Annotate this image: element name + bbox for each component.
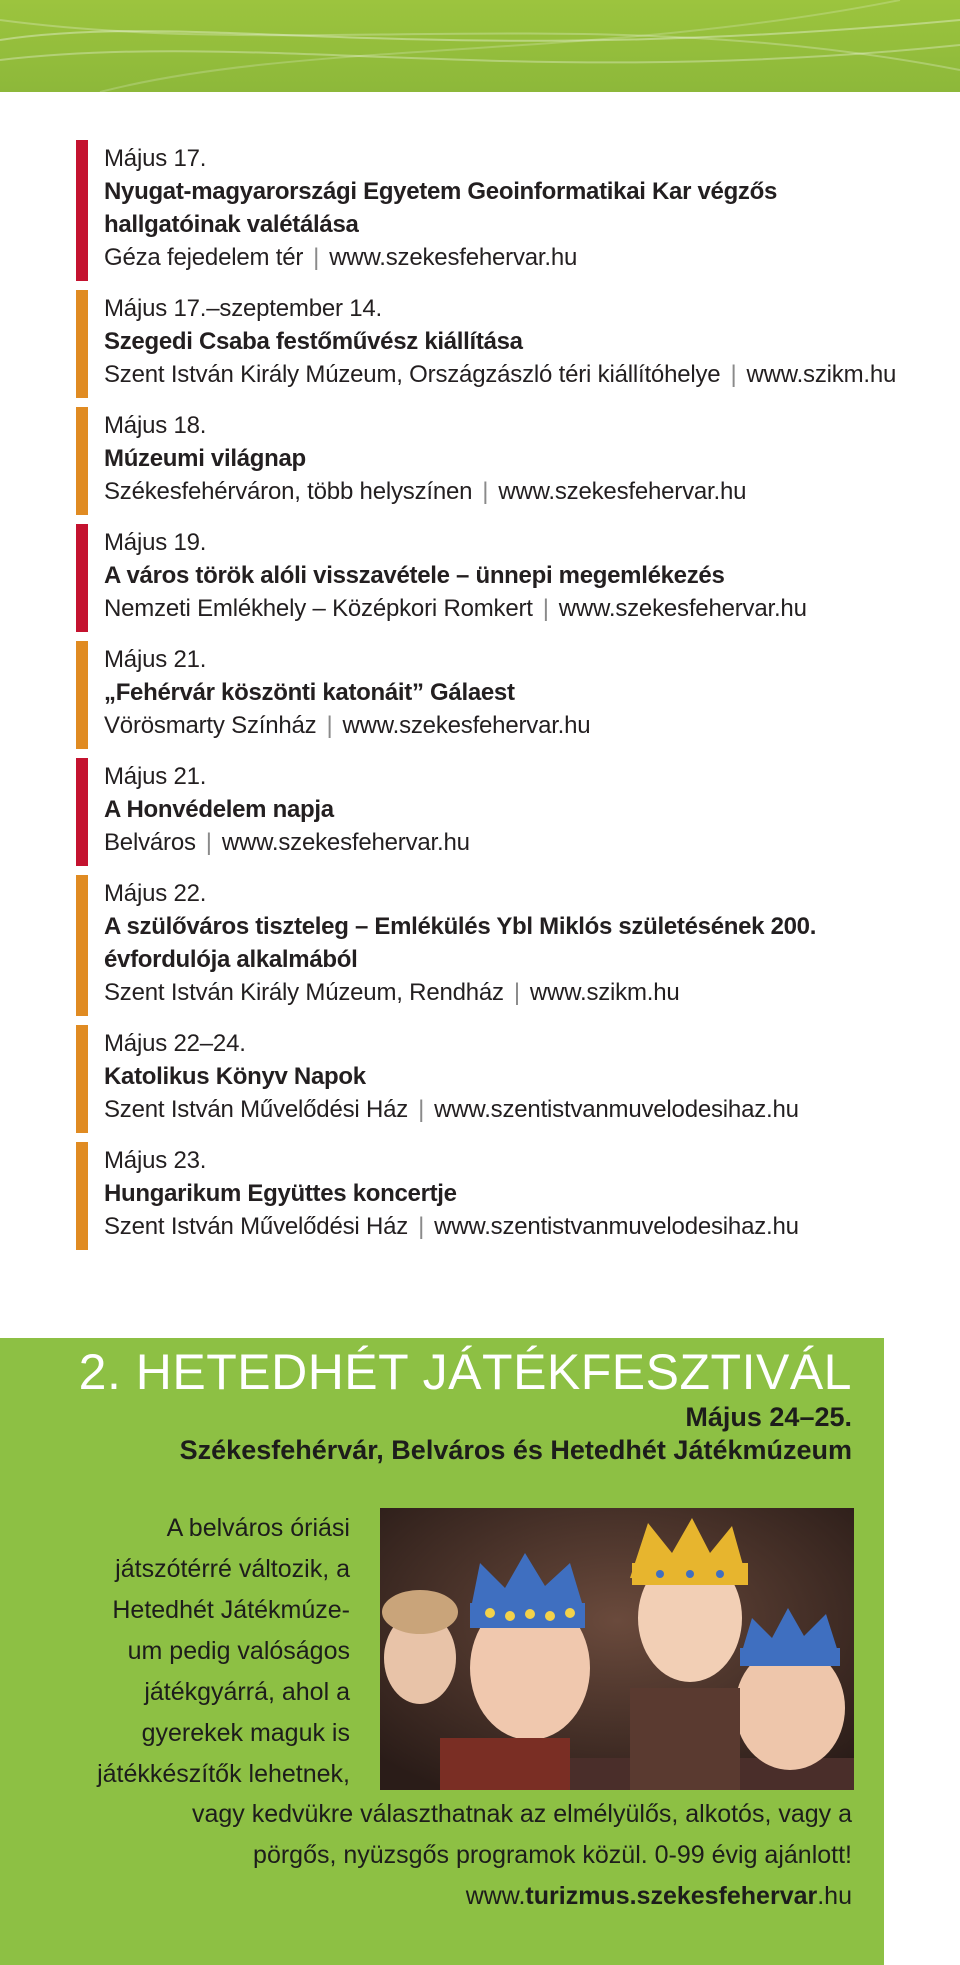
- venue-name: Belváros: [104, 829, 196, 856]
- event-title: Múzeumi világnap: [104, 445, 306, 472]
- festival-link[interactable]: [192, 1876, 852, 1917]
- venue-name: Szent István Király Múzeum, Rendház: [104, 979, 504, 1006]
- event-date: Május 22.: [104, 880, 207, 907]
- children-photo: [380, 1508, 854, 1790]
- venue-name: Székesfehérváron, több helyszínen: [104, 478, 473, 505]
- event-item: [76, 407, 936, 515]
- event-title: évfordulója alkalmából: [104, 946, 358, 973]
- event-item: [76, 1142, 936, 1250]
- event-title: A Honvédelem napja: [104, 796, 334, 823]
- event-item: [76, 524, 936, 632]
- event-item: [76, 290, 936, 398]
- festival-place: Székesfehérvár, Belváros és Hetedhét Játékmúzeum: [179, 1435, 852, 1465]
- festival-description: [97, 1508, 350, 1795]
- event-title: Hungarikum Együttes koncertje: [104, 1180, 457, 1207]
- event-title: A város török alóli visszavétele – ünnepi megemlékezés: [104, 562, 725, 589]
- event-title: A szülőváros tiszteleg – Emlékülés Ybl Miklós születésének 200.: [104, 913, 817, 940]
- event-venue: Nemzeti Emlékhely – Középkori Romkert | www.szekesfehervar.hu: [104, 595, 807, 622]
- event-date: Május 21.: [104, 763, 207, 790]
- description-line: gyerekek maguk is: [141, 1719, 350, 1747]
- event-date: Május 19.: [104, 529, 207, 556]
- event-date: Május 23.: [104, 1147, 207, 1174]
- event-venue: Szent István Művelődési Ház | www.szentistvanmuvelodesihaz.hu: [104, 1213, 799, 1240]
- swirl-decoration: [0, 0, 960, 92]
- url-suffix: .hu: [817, 1882, 852, 1910]
- venue-name: Szent István Király Múzeum, Országzászló téri kiállítóhelye: [104, 361, 721, 388]
- event-link[interactable]: www.szentistvanmuvelodesihaz.hu: [434, 1213, 799, 1240]
- festival-title: 2. HETEDHÉT JÁTÉKFESZTIVÁL: [78, 1344, 852, 1400]
- event-link[interactable]: www.szekesfehervar.hu: [329, 244, 578, 271]
- description-line: játszótérré változik, a: [115, 1555, 350, 1583]
- event-link[interactable]: www.szikm.hu: [529, 979, 680, 1006]
- description-line: pörgős, nyüzsgős programok közül. 0-99 évig ajánlott!: [253, 1841, 852, 1869]
- event-item: [76, 1025, 936, 1133]
- event-link[interactable]: www.szikm.hu: [746, 361, 897, 388]
- event-link[interactable]: www.szekesfehervar.hu: [342, 712, 591, 739]
- description-line: um pedig valóságos: [127, 1637, 350, 1665]
- event-date: Május 21.: [104, 646, 207, 673]
- event-link[interactable]: www.szekesfehervar.hu: [498, 478, 747, 505]
- event-venue: Belváros | www.szekesfehervar.hu: [104, 829, 470, 856]
- url-prefix: www.: [465, 1882, 526, 1910]
- description-line: játékkészítők lehetnek,: [97, 1760, 350, 1788]
- venue-name: Géza fejedelem tér: [104, 244, 304, 271]
- event-venue: Szent István Király Múzeum, Országzászló téri kiállítóhelye | www.szikm.hu: [104, 361, 897, 388]
- event-title: Katolikus Könyv Napok: [104, 1063, 366, 1090]
- event-venue: Szent István Művelődési Ház | www.szentistvanmuvelodesihaz.hu: [104, 1096, 799, 1123]
- url-domain: turizmus.szekesfehervar: [525, 1882, 818, 1910]
- event-link[interactable]: www.szentistvanmuvelodesihaz.hu: [434, 1096, 799, 1123]
- event-link[interactable]: www.szekesfehervar.hu: [558, 595, 807, 622]
- event-item: [76, 875, 936, 1016]
- venue-name: Nemzeti Emlékhely – Középkori Romkert: [104, 595, 533, 622]
- venue-name: Vörösmarty Színház: [104, 712, 317, 739]
- festival-description-continued: [192, 1794, 852, 1917]
- event-venue: Vörösmarty Színház | www.szekesfehervar.hu: [104, 712, 591, 739]
- event-title: hallgatóinak valétálása: [104, 211, 359, 238]
- festival-panel: [0, 1338, 884, 1965]
- event-title: Szegedi Csaba festőművész kiállítása: [104, 328, 523, 355]
- event-date: Május 17.–szeptember 14.: [104, 295, 383, 322]
- venue-name: Szent István Művelődési Ház: [104, 1096, 409, 1123]
- event-venue: Géza fejedelem tér | www.szekesfehervar.hu: [104, 244, 578, 271]
- description-line: vagy kedvükre választhatnak az elmélyülős, alkotós, vagy a: [191, 1800, 852, 1828]
- event-item: [76, 140, 936, 281]
- event-link[interactable]: www.szekesfehervar.hu: [221, 829, 470, 856]
- event-item: [76, 641, 936, 749]
- event-venue: Székesfehérváron, több helyszínen | www.szekesfehervar.hu: [104, 478, 747, 505]
- event-date: Május 17.: [104, 145, 207, 172]
- event-date: Május 18.: [104, 412, 207, 439]
- festival-date: Május 24–25.: [685, 1402, 852, 1432]
- venue-name: Szent István Művelődési Ház: [104, 1213, 409, 1240]
- event-list: [76, 140, 936, 1259]
- top-banner: [0, 0, 960, 92]
- description-line: A belváros óriási: [166, 1514, 350, 1542]
- description-line: játékgyárrá, ahol a: [144, 1678, 350, 1706]
- event-title: „Fehérvár köszönti katonáit” Gálaest: [104, 679, 515, 706]
- event-item: [76, 758, 936, 866]
- event-date: Május 22–24.: [104, 1030, 246, 1057]
- description-line: Hetedhét Játékmúze-: [112, 1596, 350, 1624]
- event-venue: Szent István Király Múzeum, Rendház | www.szikm.hu: [104, 979, 680, 1006]
- event-title: Nyugat-magyarországi Egyetem Geoinformatikai Kar végzős: [104, 178, 778, 205]
